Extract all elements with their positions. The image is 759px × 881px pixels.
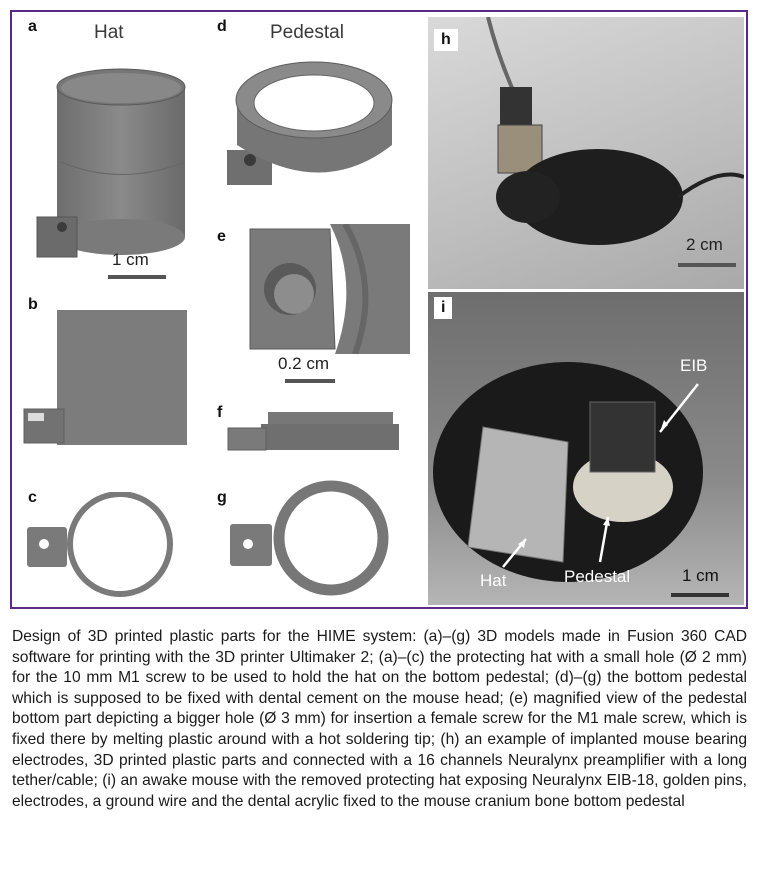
- panel-label-h: h: [434, 29, 458, 51]
- panel-i-photo: [428, 292, 744, 605]
- scale-label-i: 1 cm: [682, 566, 719, 585]
- scale-bar-h: [678, 263, 736, 267]
- panel-label-g: g: [217, 489, 227, 506]
- panel-e-magnified: [240, 224, 410, 354]
- figure-frame: [10, 10, 748, 609]
- panel-d-pedestal-model: [212, 50, 407, 200]
- scale-bar-a: [108, 275, 166, 279]
- panel-g-pedestal-top: [226, 476, 406, 596]
- scale-label-e: 0.2 cm: [278, 354, 330, 373]
- panel-label-b: b: [28, 296, 38, 313]
- annotation-hat: Hat: [480, 571, 507, 590]
- figure-caption: Design of 3D printed plastic parts for the HIME system: (a)–(g) 3D models made in Fusion 360 CAD software for printing with the 3D printer Ultimaker 2; (a)–(c) the protecting hat with a small hole (Ø 2 mm) for the 10 mm M1 screw to be used to hold the hat on the bottom pedestal; (d)–(g) the bottom pedestal which is supposed to be fixed with dental cement on the mouse head; (e) magnified view of the pedestal bottom part depicting a bigger hole (Ø 3 mm) for insertion a female screw for the M1 male screw, which is fixed there by melting plastic around with a hot soldering tip; (h) an example of implanted mouse bearing electrodes, 3D printed plastic parts and connected with a 16 channels Neuralynx preamplifier with a long tether/cable; (i) an awake mouse with the removed protecting hat exposing Neuralynx EIB-18, golden pins, electrodes, a ground wire and the dental acrylic fixed to the mouse cranium bone bottom pedestal: [12, 628, 747, 810]
- panel-b-hat-side: [22, 305, 197, 450]
- annotation-arrows: [428, 292, 744, 605]
- scale-label-a: 1 cm: [112, 250, 149, 269]
- scale-bar-e: [285, 379, 335, 383]
- panel-label-i: i: [434, 297, 452, 319]
- panel-h-photo: [428, 17, 744, 289]
- panel-label-a: a: [28, 18, 37, 35]
- panel-a-hat-model: [32, 67, 202, 277]
- panel-label-e: e: [217, 228, 226, 245]
- scale-label-h: 2 cm: [686, 235, 723, 254]
- panel-label-d: d: [217, 18, 227, 35]
- annotation-eib: EIB: [680, 356, 708, 375]
- panel-c-hat-top: [22, 492, 197, 602]
- pedestal-column-title: Pedestal: [270, 22, 344, 43]
- panel-label-f: f: [217, 404, 223, 421]
- hat-column-title: Hat: [94, 22, 124, 43]
- panel-f-pedestal-side: [226, 410, 401, 455]
- annotation-pedestal: Pedestal: [564, 567, 631, 586]
- panel-label-c: c: [28, 489, 37, 506]
- scale-bar-i: [671, 593, 729, 597]
